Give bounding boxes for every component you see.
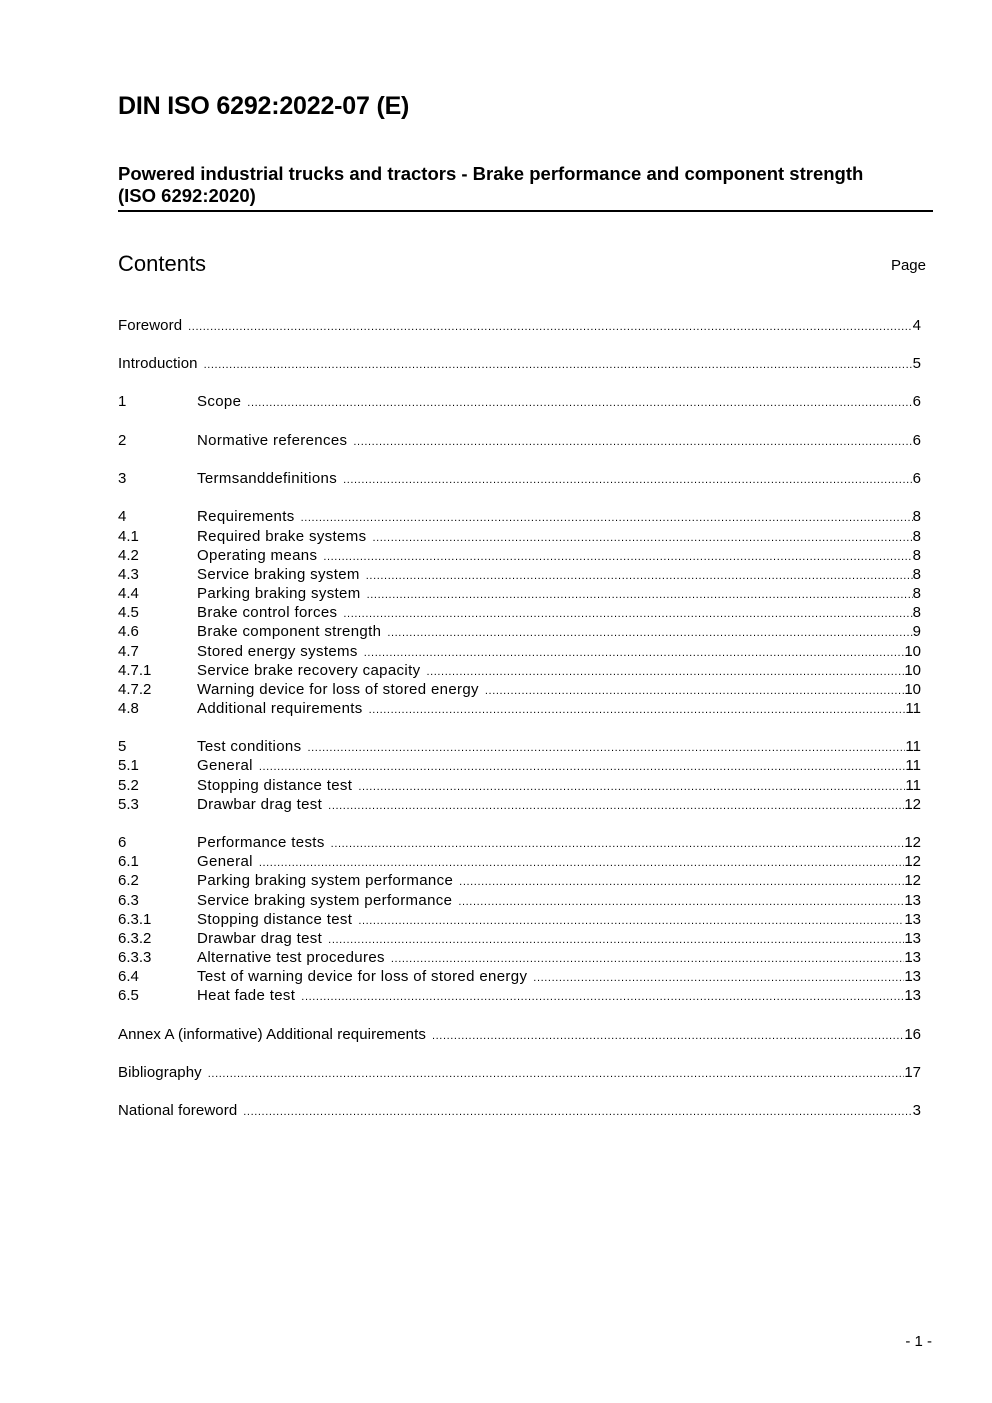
toc-dot-leader: [243, 1103, 912, 1122]
toc-entry[interactable]: [118, 795, 921, 814]
toc-entry[interactable]: [118, 661, 921, 680]
toc-entry-title: Additional requirements: [197, 700, 363, 717]
toc-entry-number: 5.1: [118, 757, 139, 774]
toc-entry-page: 13: [904, 892, 921, 909]
toc-dot-leader: [247, 394, 912, 413]
toc-entry-title: Drawbar drag test: [197, 796, 323, 813]
toc-entry-page: 9: [912, 623, 921, 640]
toc-entry-page: 6: [912, 470, 921, 487]
toc-entry-number: 4.3: [118, 566, 139, 583]
document-subtitle-line-2: (ISO 6292:2020): [118, 185, 256, 206]
toc-entry[interactable]: [118, 948, 921, 967]
toc-entry-page: 13: [904, 968, 921, 985]
toc-dot-leader: [432, 1027, 904, 1046]
toc-entry[interactable]: [118, 1101, 921, 1120]
toc-entry-title: Parking braking system performance: [197, 872, 454, 889]
toc-entry-title: Test of warning device for loss of stored energy: [197, 968, 528, 985]
toc-entry-page: 13: [904, 930, 921, 947]
toc-entry-title: Service braking system performance: [197, 892, 453, 909]
toc-entry-page: 8: [912, 528, 921, 545]
toc-entry[interactable]: [118, 986, 921, 1005]
toc-entry-title: Requirements: [197, 508, 295, 525]
toc-entry-page: 12: [904, 834, 921, 851]
toc-entry-page: 6: [912, 393, 921, 410]
toc-entry-title: Parking braking system: [197, 585, 361, 602]
toc-entry[interactable]: [118, 603, 921, 622]
toc-entry-title: Brake component strength: [197, 623, 382, 640]
toc-entry-page: 11: [905, 700, 921, 717]
toc-entry[interactable]: [118, 507, 921, 526]
toc-entry-number: 1: [118, 393, 127, 410]
toc-entry-number: 4.8: [118, 700, 139, 717]
toc-entry-number: 6.3.3: [118, 949, 152, 966]
toc-entry-title: Required brake systems: [197, 528, 367, 545]
toc-entry[interactable]: [118, 680, 921, 699]
toc-entry-number: 4.4: [118, 585, 139, 602]
toc-entry[interactable]: [118, 431, 921, 450]
toc-entry-page: 4: [912, 317, 921, 334]
toc-entry-title: Stopping distance test: [197, 777, 353, 794]
toc-entry-page: 11: [905, 777, 921, 794]
toc-entry-title: Alternative test procedures: [197, 949, 385, 966]
toc-entry-title: Operating means: [197, 547, 318, 564]
toc-entry-page: 12: [904, 853, 921, 870]
toc-entry-title: General: [197, 853, 253, 870]
toc-entry-page: 13: [904, 987, 921, 1004]
toc-entry-number: 3: [118, 470, 127, 487]
toc-entry-page: 6: [912, 432, 921, 449]
toc-entry[interactable]: [118, 527, 921, 546]
toc-entry-page: 13: [904, 911, 921, 928]
toc-entry-page: 3: [912, 1102, 921, 1119]
document-id: DIN ISO 6292:2022-07 (E): [118, 92, 410, 120]
toc-entry-page: 8: [912, 508, 921, 525]
toc-entry[interactable]: [118, 967, 921, 986]
toc-entry-title: Performance tests: [197, 834, 325, 851]
toc-entry-number: 6: [118, 834, 127, 851]
toc-entry-page: 8: [912, 604, 921, 621]
toc-entry-title: Scope: [197, 393, 242, 410]
toc-entry-page: 12: [904, 872, 921, 889]
toc-dot-leader: [343, 471, 913, 490]
toc-entry-page: 10: [904, 662, 921, 679]
toc-entry-title: Foreword: [118, 317, 183, 334]
toc-entry-number: 6.3.1: [118, 911, 152, 928]
toc-entry[interactable]: [118, 852, 921, 871]
toc-entry-number: 4.1: [118, 528, 139, 545]
toc-entry-number: 6.3: [118, 892, 139, 909]
toc-dot-leader: [188, 318, 913, 337]
toc-entry-page: 17: [904, 1064, 921, 1081]
toc-entry-page: 8: [912, 585, 921, 602]
toc-entry-title: Test conditions: [197, 738, 302, 755]
toc-entry[interactable]: [118, 392, 921, 411]
toc-entry-number: 5.2: [118, 777, 139, 794]
toc-dot-leader: [301, 988, 904, 1007]
toc-entry[interactable]: [118, 737, 921, 756]
toc-entry-number: 5: [118, 738, 127, 755]
toc-entry-number: 4.5: [118, 604, 139, 621]
toc-entry-title: General: [197, 757, 253, 774]
table-of-contents: [118, 0, 921, 1403]
toc-entry-page: 11: [905, 757, 921, 774]
toc-entry[interactable]: [118, 354, 921, 373]
toc-entry-number: 6.5: [118, 987, 139, 1004]
toc-dot-leader: [387, 624, 912, 643]
toc-dot-leader: [459, 873, 904, 892]
toc-entry-title: Service braking system: [197, 566, 360, 583]
toc-entry-title: Service brake recovery capacity: [197, 662, 421, 679]
toc-entry-title: Normative references: [197, 432, 348, 449]
toc-entry-page: 11: [905, 738, 921, 755]
toc-entry-page: 5: [912, 355, 921, 372]
toc-entry-title: Stopping distance test: [197, 911, 353, 928]
toc-entry-number: 6.4: [118, 968, 139, 985]
toc-entry[interactable]: [118, 622, 921, 641]
toc-entry[interactable]: [118, 929, 921, 948]
toc-entry-title: National foreword: [118, 1102, 238, 1119]
toc-entry[interactable]: [118, 699, 921, 718]
toc-dot-leader: [353, 433, 912, 452]
toc-entry[interactable]: [118, 891, 921, 910]
toc-entry-number: 2: [118, 432, 127, 449]
toc-entry-number: 4.2: [118, 547, 139, 564]
toc-entry[interactable]: [118, 756, 921, 775]
toc-entry-number: 5.3: [118, 796, 139, 813]
toc-entry[interactable]: [118, 469, 921, 488]
toc-entry-page: 13: [904, 949, 921, 966]
toc-entry[interactable]: [118, 833, 921, 852]
toc-entry[interactable]: [118, 642, 921, 661]
toc-dot-leader: [204, 356, 913, 375]
toc-entry-page: 10: [904, 643, 921, 660]
toc-entry-page: 8: [912, 566, 921, 583]
toc-entry-title: Introduction: [118, 355, 198, 372]
toc-entry-page: 8: [912, 547, 921, 564]
toc-dot-leader: [301, 509, 913, 528]
toc-entry-title: Heat fade test: [197, 987, 296, 1004]
toc-entry-number: 6.3.2: [118, 930, 152, 947]
toc-dot-leader: [208, 1065, 905, 1084]
toc-entry-page: 16: [904, 1026, 921, 1043]
contents-heading: Contents: [118, 251, 207, 276]
toc-dot-leader: [328, 797, 904, 816]
toc-dot-leader: [259, 758, 906, 777]
toc-entry-title: Brake control forces: [197, 604, 338, 621]
toc-entry[interactable]: [118, 871, 921, 890]
toc-entry[interactable]: [118, 910, 921, 929]
toc-entry[interactable]: [118, 776, 921, 795]
page-column-label: Page: [890, 257, 926, 274]
toc-entry-number: 6.1: [118, 853, 139, 870]
toc-entry-number: 4.7.2: [118, 681, 152, 698]
toc-entry[interactable]: [118, 584, 921, 603]
toc-entry-page: 10: [904, 681, 921, 698]
toc-entry-number: 4.7.1: [118, 662, 152, 679]
toc-entry-title: Termsanddefinitions: [197, 470, 338, 487]
page-footer-number: - 1 -: [905, 1333, 932, 1350]
toc-entry-title: Bibliography: [118, 1064, 202, 1081]
toc-entry-page: 12: [904, 796, 921, 813]
toc-entry[interactable]: [118, 565, 921, 584]
toc-entry-number: 4: [118, 508, 127, 525]
toc-entry-number: 4.7: [118, 643, 139, 660]
toc-entry[interactable]: [118, 316, 921, 335]
toc-entry-number: 4.6: [118, 623, 139, 640]
toc-entry[interactable]: [118, 1025, 921, 1044]
toc-entry-title: Drawbar drag test: [197, 930, 323, 947]
document-subtitle-line-1: Powered industrial trucks and tractors - Brake performance and component strength: [118, 163, 864, 184]
toc-entry-title: Stored energy systems: [197, 643, 358, 660]
toc-entry[interactable]: [118, 1063, 921, 1082]
toc-entry-title: Warning device for loss of stored energy: [197, 681, 479, 698]
toc-entry[interactable]: [118, 546, 921, 565]
toc-dot-leader: [369, 701, 906, 720]
toc-entry-title: Annex A (informative) Additional requirements: [118, 1026, 426, 1043]
toc-entry-number: 6.2: [118, 872, 139, 889]
